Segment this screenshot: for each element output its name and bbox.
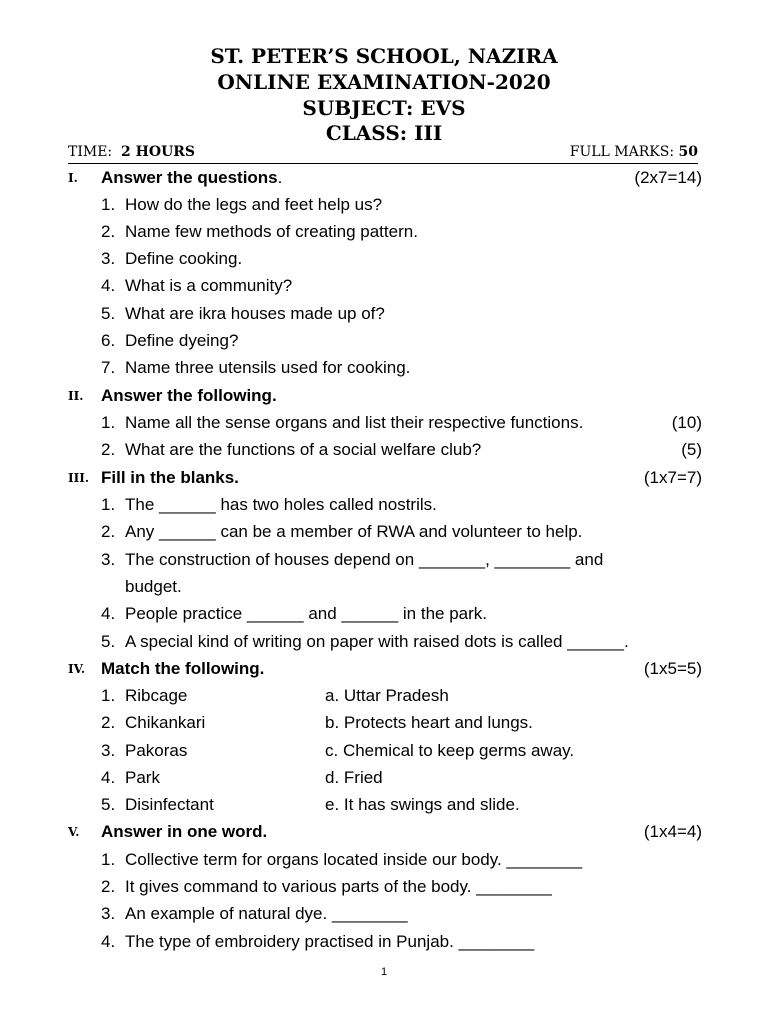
school-name: ST. PETER’S SCHOOL, NAZIRA [210,44,558,68]
question-text: It gives command to various parts of the body. ________ [125,877,552,896]
question-text: The ______ has two holes called nostrils. [125,495,437,514]
question-continuation [0,573,768,600]
question-text: The type of embroidery practised in Punjab. ________ [125,932,535,951]
question-number: 1. [101,195,116,214]
time-info [68,144,195,160]
question-item [0,354,768,381]
question-number: 6. [101,331,116,350]
time-marks-bar [68,143,698,164]
section-marks: (1x4=4) [643,822,702,841]
question-number: 1. [101,413,116,432]
question-item [0,327,768,354]
question-text: What are the functions of a social welfare club? [125,440,482,459]
question-number: 5. [101,632,116,651]
section-heading [0,655,768,682]
question-item [0,409,768,436]
question-number: 3. [101,904,116,923]
match-left: Pakoras [125,741,188,760]
section-title: Answer the following. [101,386,277,405]
question-item [0,628,768,655]
class-title: CLASS: III [325,121,443,145]
question-item [0,245,768,272]
section-numeral: IV. [68,662,86,676]
full-marks-label: FULL MARKS: [569,144,675,160]
question-number: 5. [101,304,116,323]
question-number: 1. [101,495,116,514]
question-item [0,518,768,545]
question-text: What are ikra houses made up of? [125,304,385,323]
question-text: The construction of houses depend on _______, ________ and [125,550,604,569]
section-marks: (2x7=14) [634,168,702,187]
pair-number: 1. [101,686,116,705]
pair-number: 3. [101,741,116,760]
question-number: 2. [101,440,116,459]
question-number: 4. [101,932,116,951]
question-item [0,300,768,327]
question-text: People practice ______ and ______ in the park. [125,604,487,623]
page-number: 1 [380,966,388,978]
question-number: 3. [101,550,116,569]
match-pair [0,737,768,764]
exam-title: ONLINE EXAMINATION-2020 [217,70,551,94]
question-text: Name all the sense organs and list their respective functions. [125,413,584,432]
match-pair [0,764,768,791]
match-right: c. Chemical to keep germs away. [325,741,575,760]
question-item [0,600,768,627]
question-number: 4. [101,604,116,623]
match-right: b. Protects heart and lungs. [325,713,533,732]
question-text: Name three utensils used for cooking. [125,358,411,377]
match-pair [0,709,768,736]
section-numeral: I. [68,171,78,185]
match-right: d. Fried [325,768,383,787]
question-number: 2. [101,222,116,241]
question-number: 7. [101,358,116,377]
section-title: Answer in one word. [101,822,268,841]
question-number: 3. [101,249,116,268]
match-right: e. It has swings and slide. [325,795,520,814]
question-item [0,546,768,573]
question-text: A special kind of writing on paper with raised dots is called ______. [125,632,629,651]
section-title: Answer the questions. [101,168,283,187]
section-numeral: II. [68,389,84,403]
match-pair [0,682,768,709]
section-marks: (1x5=5) [643,659,702,678]
full-marks-info [570,144,698,160]
time-value: 2 HOURS [121,144,196,160]
question-number: 1. [101,850,116,869]
section-numeral: III. [68,471,90,485]
time-label: TIME: [68,144,113,160]
pair-number: 2. [101,713,116,732]
question-marks: (10) [671,413,702,432]
question-item [0,436,768,463]
pair-number: 5. [101,795,116,814]
question-text-continuation: budget. [125,577,182,596]
match-left: Park [125,768,160,787]
section-title: Match the following. [101,659,265,678]
question-item [0,900,768,927]
pair-number: 4. [101,768,116,787]
match-left: Disinfectant [125,795,214,814]
match-pair [0,791,768,818]
question-item [0,873,768,900]
section-heading [0,382,768,409]
section-title: Fill in the blanks. [101,468,239,487]
question-marks: (5) [681,440,702,459]
question-number: 2. [101,877,116,896]
question-number: 4. [101,276,116,295]
question-item [0,928,768,955]
section-numeral: V. [68,825,80,839]
question-text: Name few methods of creating pattern. [125,222,418,241]
question-text: Collective term for organs located inside our body. ________ [125,850,583,869]
question-text: What is a community? [125,276,293,295]
match-right: a. Uttar Pradesh [325,686,449,705]
question-text: Define cooking. [125,249,243,268]
question-text: Define dyeing? [125,331,239,350]
question-item [0,272,768,299]
subject-title: SUBJECT: EVS [302,96,466,120]
question-item [0,846,768,873]
question-item [0,491,768,518]
question-item [0,191,768,218]
section-marks: (1x7=7) [643,468,702,487]
question-number: 2. [101,522,116,541]
question-text: How do the legs and feet help us? [125,195,383,214]
section-heading [0,818,768,845]
question-item [0,218,768,245]
full-marks-value: 50 [678,144,698,160]
section-heading [0,164,768,191]
question-text: Any ______ can be a member of RWA and volunteer to help. [125,522,583,541]
match-left: Ribcage [125,686,188,705]
section-heading [0,464,768,491]
question-text: An example of natural dye. ________ [125,904,408,923]
match-left: Chikankari [125,713,206,732]
